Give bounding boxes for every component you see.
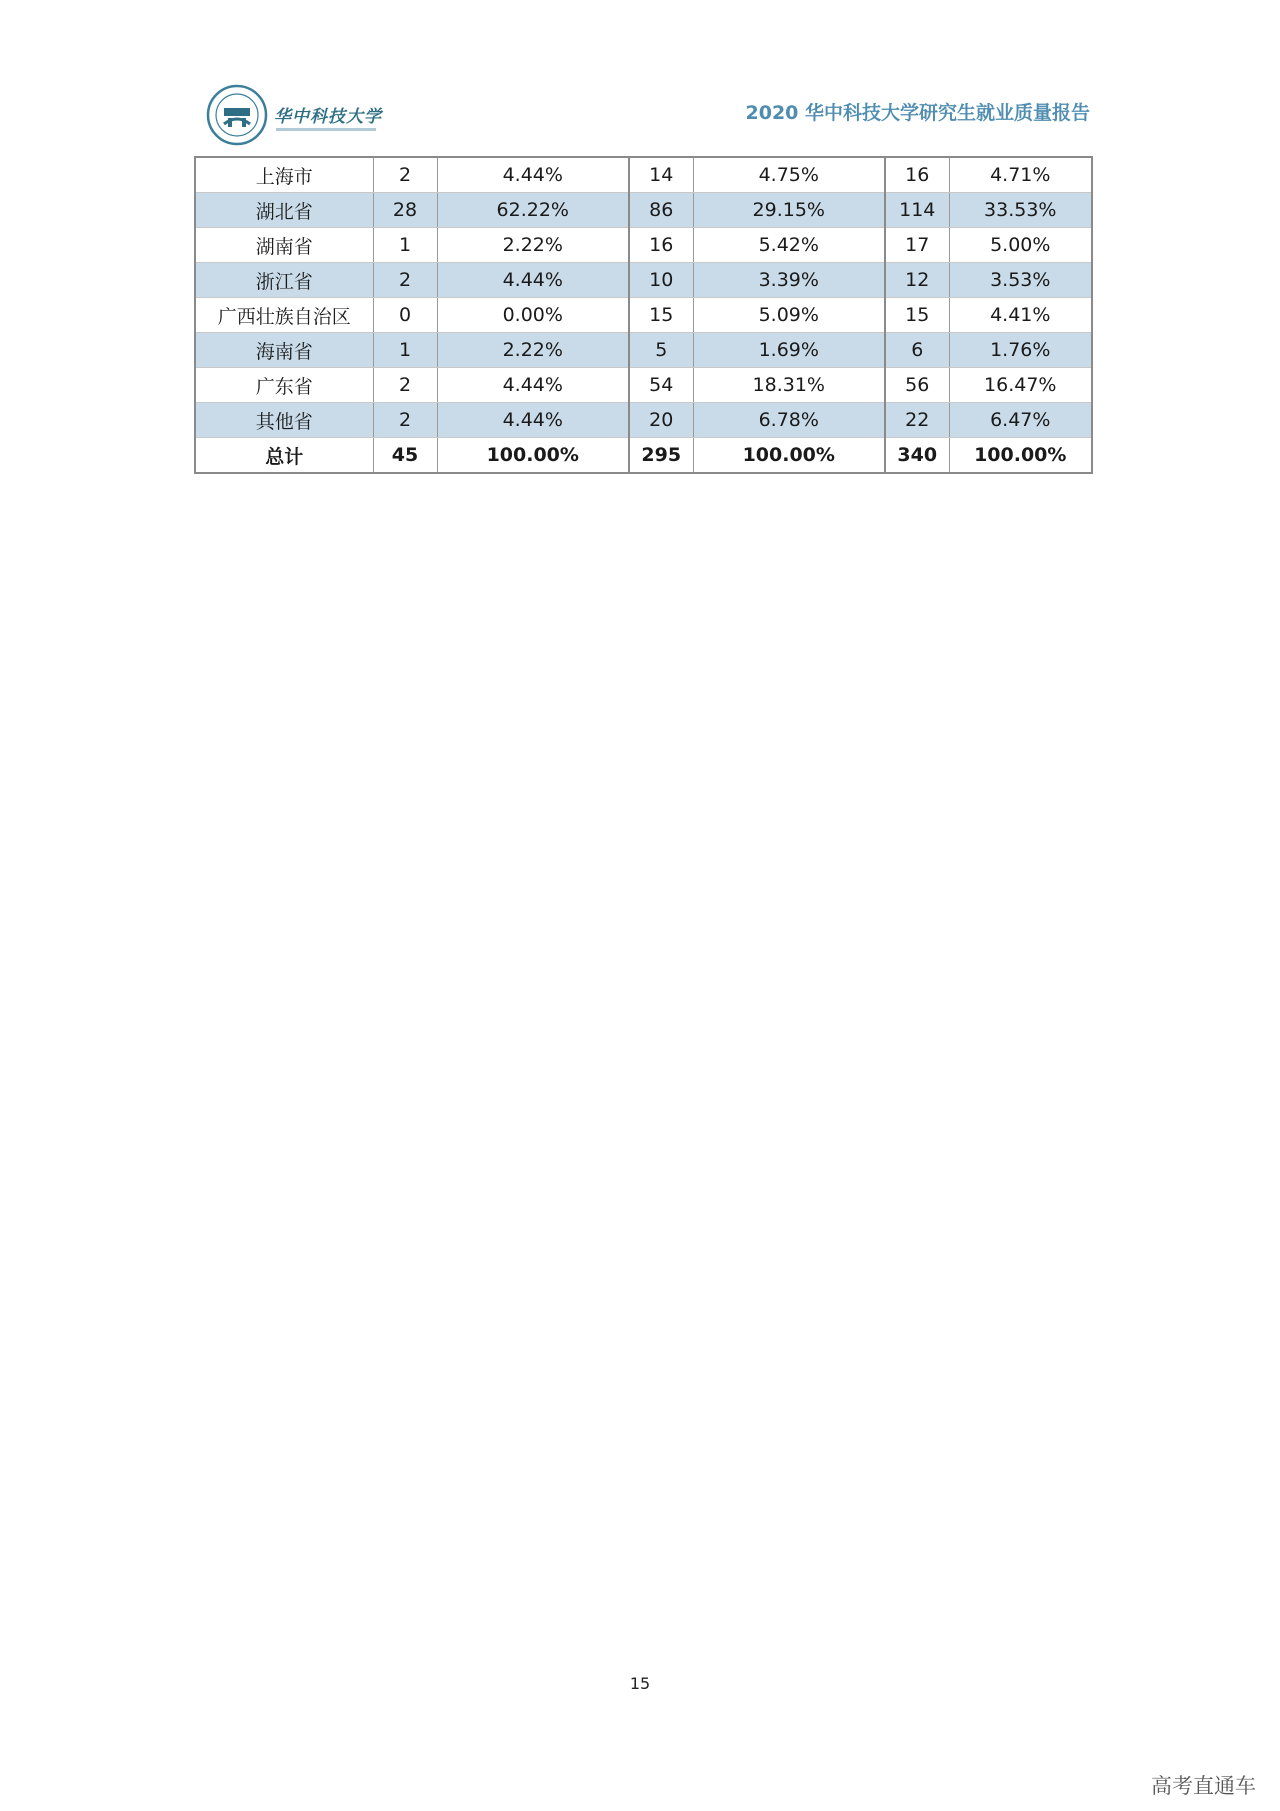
table-total-row	[195, 438, 1092, 474]
percent-cell-1: 4.44%	[437, 368, 629, 403]
count-cell-1: 28	[373, 193, 437, 228]
table-row	[195, 193, 1092, 228]
percent-cell-2: 100.00%	[693, 438, 885, 474]
region-cell: 海南省	[195, 333, 373, 368]
table-row	[195, 263, 1092, 298]
logo-text: 华中科技大学	[274, 107, 382, 127]
percent-cell-3: 33.53%	[949, 193, 1092, 228]
percent-cell-2: 5.42%	[693, 228, 885, 263]
percent-cell-1: 62.22%	[437, 193, 629, 228]
percent-cell-3: 4.41%	[949, 298, 1092, 333]
table-body	[195, 157, 1092, 473]
percent-cell-1: 0.00%	[437, 298, 629, 333]
percent-cell-2: 29.15%	[693, 193, 885, 228]
count-cell-1: 1	[373, 228, 437, 263]
university-logo	[206, 84, 386, 146]
university-seal-icon	[206, 84, 268, 146]
logo-subtitle-stripe	[276, 128, 376, 131]
percent-cell-1: 100.00%	[437, 438, 629, 474]
count-cell-2: 14	[629, 157, 693, 193]
count-cell-3: 114	[885, 193, 949, 228]
count-cell-2: 86	[629, 193, 693, 228]
count-cell-2: 16	[629, 228, 693, 263]
region-cell: 广西壮族自治区	[195, 298, 373, 333]
region-cell: 其他省	[195, 403, 373, 438]
count-cell-2: 10	[629, 263, 693, 298]
count-cell-2: 20	[629, 403, 693, 438]
percent-cell-2: 1.69%	[693, 333, 885, 368]
percent-cell-3: 16.47%	[949, 368, 1092, 403]
table-row	[195, 333, 1092, 368]
employment-region-table	[194, 156, 1093, 474]
count-cell-1: 2	[373, 157, 437, 193]
percent-cell-1: 4.44%	[437, 157, 629, 193]
count-cell-3: 17	[885, 228, 949, 263]
count-cell-2: 295	[629, 438, 693, 474]
percent-cell-2: 6.78%	[693, 403, 885, 438]
count-cell-3: 22	[885, 403, 949, 438]
table-row	[195, 368, 1092, 403]
report-title: 2020 华中科技大学研究生就业质量报告	[745, 102, 1090, 124]
count-cell-3: 6	[885, 333, 949, 368]
count-cell-1: 2	[373, 403, 437, 438]
count-cell-3: 16	[885, 157, 949, 193]
percent-cell-3: 100.00%	[949, 438, 1092, 474]
count-cell-1: 2	[373, 263, 437, 298]
count-cell-3: 340	[885, 438, 949, 474]
percent-cell-3: 4.71%	[949, 157, 1092, 193]
percent-cell-1: 2.22%	[437, 333, 629, 368]
count-cell-3: 56	[885, 368, 949, 403]
percent-cell-2: 5.09%	[693, 298, 885, 333]
percent-cell-2: 4.75%	[693, 157, 885, 193]
table-row	[195, 298, 1092, 333]
count-cell-1: 0	[373, 298, 437, 333]
table-row	[195, 403, 1092, 438]
percent-cell-3: 1.76%	[949, 333, 1092, 368]
percent-cell-3: 5.00%	[949, 228, 1092, 263]
table-row	[195, 157, 1092, 193]
count-cell-1: 2	[373, 368, 437, 403]
page-number: 15	[629, 1674, 651, 1693]
count-cell-2: 15	[629, 298, 693, 333]
watermark: 高考直通车	[1151, 1774, 1256, 1798]
region-cell: 总计	[195, 438, 373, 474]
count-cell-2: 5	[629, 333, 693, 368]
count-cell-1: 1	[373, 333, 437, 368]
percent-cell-1: 2.22%	[437, 228, 629, 263]
percent-cell-2: 3.39%	[693, 263, 885, 298]
count-cell-3: 12	[885, 263, 949, 298]
percent-cell-1: 4.44%	[437, 403, 629, 438]
count-cell-1: 45	[373, 438, 437, 474]
percent-cell-3: 3.53%	[949, 263, 1092, 298]
region-cell: 湖北省	[195, 193, 373, 228]
region-cell: 广东省	[195, 368, 373, 403]
region-cell: 上海市	[195, 157, 373, 193]
count-cell-2: 54	[629, 368, 693, 403]
percent-cell-2: 18.31%	[693, 368, 885, 403]
region-cell: 浙江省	[195, 263, 373, 298]
region-cell: 湖南省	[195, 228, 373, 263]
table-row	[195, 228, 1092, 263]
count-cell-3: 15	[885, 298, 949, 333]
percent-cell-3: 6.47%	[949, 403, 1092, 438]
percent-cell-1: 4.44%	[437, 263, 629, 298]
